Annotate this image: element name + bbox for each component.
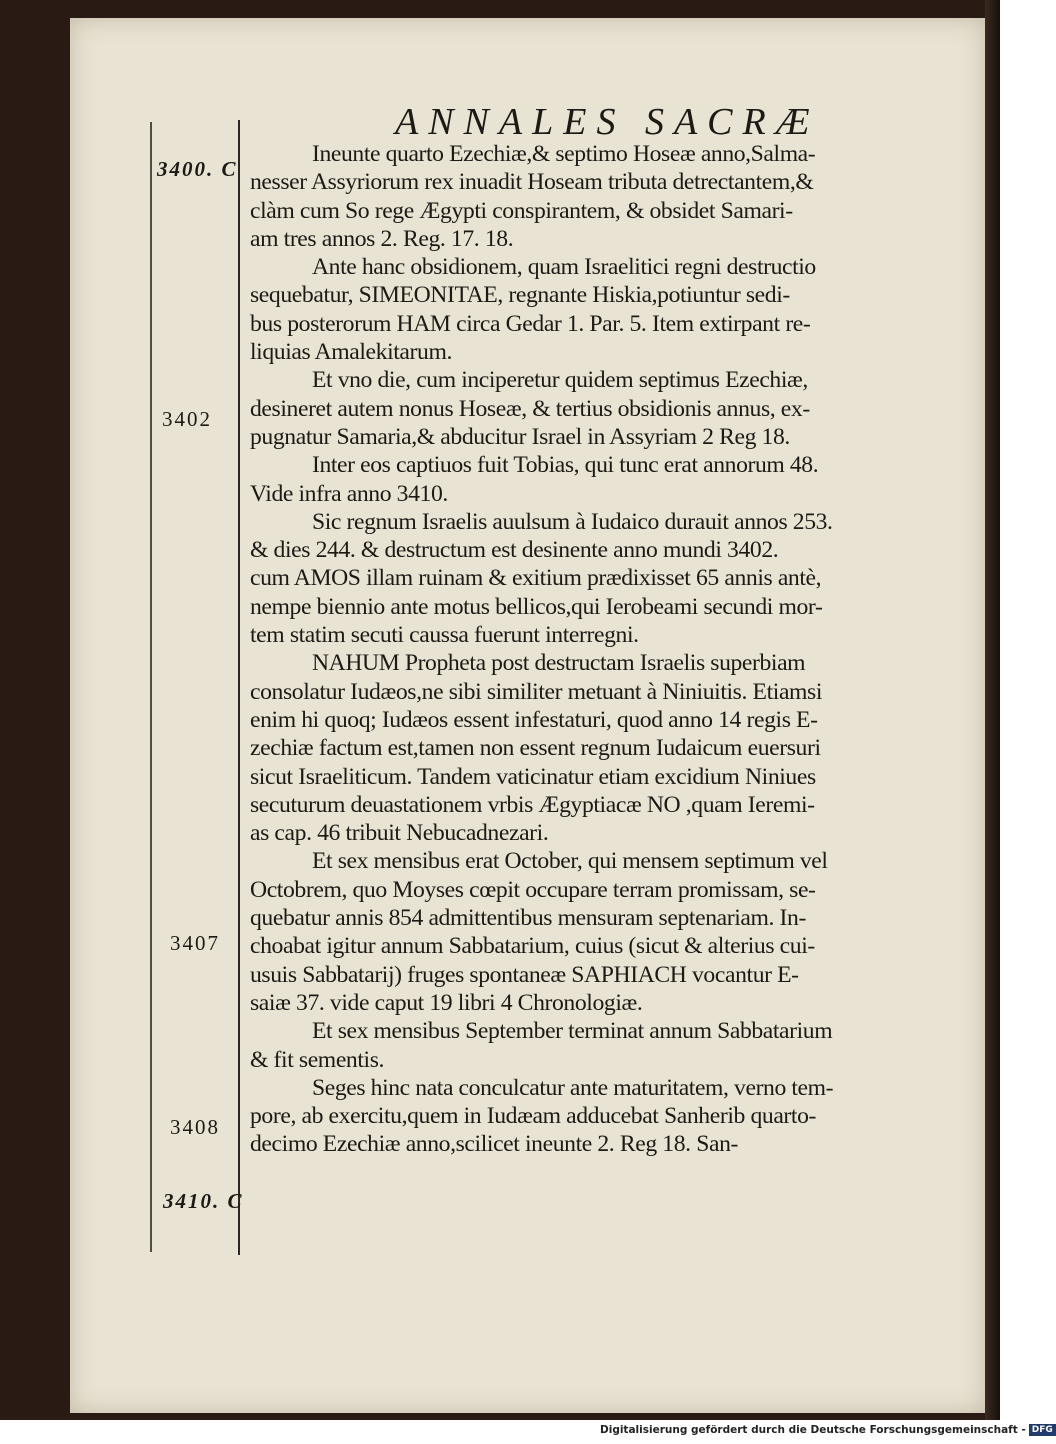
- paragraph: [250, 140, 990, 253]
- text-line: Octobrem, quo Moyses cœpit occupare terram promissam, se-: [250, 876, 816, 903]
- margin-year: 3408: [170, 1115, 220, 1139]
- text-line: liquias Amalekitarum.: [250, 339, 452, 366]
- text-line: nempe biennio ante motus bellicos,qui Ierobeami secundi mor-: [250, 593, 823, 620]
- text-line: clàm cum So rege Ægypti conspirantem, & obsidet Samari-: [250, 197, 793, 224]
- dfg-logo: DFG: [1029, 1424, 1056, 1436]
- text-line: desineret autem nonus Hoseæ, & tertius obsidionis annus, ex-: [250, 395, 810, 422]
- text-line: am tres annos 2. Reg. 17. 18.: [250, 225, 514, 252]
- text-line: Et sex mensibus erat October, qui mensem septimum vel: [312, 848, 828, 875]
- text-line: Ante hanc obsidionem, quam Israelitici regni destructio: [312, 254, 816, 281]
- paragraph: [250, 508, 990, 649]
- paragraph: [250, 253, 990, 366]
- margin-year: 3410. C: [163, 1189, 244, 1213]
- text-line: Inter eos captiuos fuit Tobias, qui tunc erat annorum 48.: [312, 452, 819, 479]
- text-line: Sic regnum Israelis auulsum à Iudaico durauit annos 253.: [312, 508, 833, 535]
- margin-year: 3400. C: [157, 157, 238, 181]
- text-line: as cap. 46 tribuit Nebucadnezari.: [250, 820, 549, 847]
- footer-text: Digitalisierung gefördert durch die Deutsche Forschungsgemeinschaft -: [600, 1424, 1026, 1436]
- text-line: pugnatur Samaria,& abducitur Israel in Assyriam 2 Reg 18.: [250, 423, 790, 450]
- text-line: Et vno die, cum inciperetur quidem septimus Ezechiæ,: [312, 367, 808, 394]
- text-line: saiæ 37. vide caput 19 libri 4 Chronologiæ.: [250, 989, 643, 1016]
- text-line: Vide infra anno 3410.: [250, 480, 448, 507]
- text-line: pore, ab exercitu,quem in Iudæam adducebat Sanherib quarto-: [250, 1103, 817, 1130]
- paragraph: [250, 451, 990, 508]
- text-line: NAHUM Propheta post destructam Israelis superbiam: [312, 650, 806, 677]
- text-line: decimo Ezechiæ anno,scilicet ineunte 2. Reg 18. San-: [250, 1131, 738, 1158]
- margin-year: 3402: [162, 407, 212, 431]
- text-line: choabat igitur annum Sabbatarium, cuius (sicut & alterius cui-: [250, 933, 815, 960]
- text-line: & fit sementis.: [250, 1046, 385, 1073]
- running-head: ANNALES SACRÆ: [395, 101, 820, 143]
- paragraph: [250, 1017, 990, 1074]
- footer-credit: [600, 1424, 1053, 1442]
- text-line: quebatur annis 854 admittentibus mensuram septenariam. In-: [250, 905, 806, 932]
- text-line: sicut Israeliticum. Tandem vaticinatur etiam excidium Niniues: [250, 763, 816, 790]
- text-line: consolatur Iudæos,ne sibi similiter metuant à Niniuitis. Etiamsi: [250, 678, 823, 705]
- paragraph: [250, 847, 990, 1017]
- text-line: Et sex mensibus September terminat annum Sabbatarium: [312, 1018, 833, 1045]
- paragraph: [250, 1074, 990, 1159]
- text-line: secuturum deuastationem vrbis Ægyptiacæ NO ,quam Ieremi-: [250, 791, 815, 818]
- text-line: nesser Assyriorum rex inuadit Hoseam tributa detrectantem,&: [250, 169, 814, 196]
- text-line: bus posterorum HAM circa Gedar 1. Par. 5. Item extirpant re-: [250, 310, 811, 337]
- margin-rule-inner: [238, 120, 240, 1255]
- paragraph: [250, 366, 990, 451]
- text-line: Ineunte quarto Ezechiæ,& septimo Hoseæ anno,Salma-: [312, 141, 816, 167]
- text-line: cum AMOS illam ruinam & exitium prædixisset 65 annis antè,: [250, 565, 822, 592]
- text-line: usuis Sabbatarij) fruges spontaneæ SAPHIACH vocantur E-: [250, 961, 799, 988]
- margin-year: 3407: [170, 931, 220, 955]
- margin-rule-outer: [150, 122, 152, 1252]
- paragraph: [250, 649, 990, 847]
- text-line: & dies 244. & destructum est desinente anno mundi 3402.: [250, 537, 779, 564]
- text-line: zechiæ factum est,tamen non essent regnum Iudaicum euersuri: [250, 735, 821, 762]
- text-line: enim hi quoq; Iudæos essent infestaturi, quod anno 14 regis E-: [250, 706, 818, 733]
- text-line: Seges hinc nata conculcatur ante maturitatem, verno tem-: [312, 1074, 834, 1101]
- body-text: [250, 140, 990, 1159]
- text-line: tem statim secuti caussa fuerunt interregni.: [250, 622, 639, 649]
- text-line: sequebatur, SIMEONITAE, regnante Hiskia,potiuntur sedi-: [250, 282, 790, 309]
